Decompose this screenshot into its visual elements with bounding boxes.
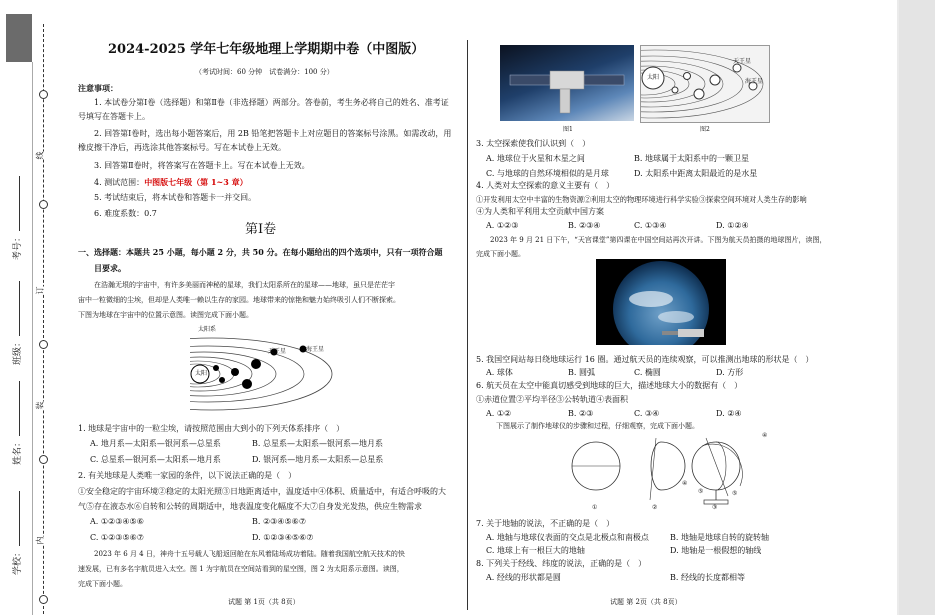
notice-item: 号填写在答题卡上。 — [78, 112, 150, 121]
figure-label: 太阳 — [647, 74, 660, 81]
option-d: D. 银河系—地月系—太阳系—总星系 — [252, 455, 384, 464]
diagram-label: 太阳 — [195, 370, 208, 377]
option-d: D. 太阳系中距离太阳最近的是水星 — [634, 169, 758, 178]
figure-label: ① — [592, 504, 598, 511]
binding-circle — [39, 200, 48, 209]
notice-item: 4. 测试范围：中图版七年级（第 1~3 章） — [94, 177, 248, 187]
question-stem: 4. 人类对太空探索的意义主要有（ ） — [476, 181, 615, 190]
page-footer: 试题 第 2页（共 8页） — [610, 598, 682, 606]
question-text: ④为人类和平利用太空贡献中国方案 — [476, 207, 604, 216]
figure-label: ② — [652, 504, 658, 511]
option-d: D. ①②④ — [716, 221, 749, 230]
notice-item: 2. 回答第Ⅰ卷时，选出每小题答案后，用 2B 铅笔把答题卡上对应题目的答案标号涂黑。如需改动，用 — [94, 129, 452, 138]
cut-mark: 装 — [35, 401, 45, 410]
option-d: D. 方形 — [716, 368, 744, 377]
notice-item: 5. 考试结束后，将本试卷和答题卡一并交回。 — [94, 193, 257, 202]
figure-label: ⑤ — [732, 490, 738, 497]
passage-text: 完成下面小题。 — [476, 250, 525, 258]
passage-text: 下图展示了制作地球仪的步骤和过程，仔细观察，完成下面小题。 — [496, 422, 699, 430]
test-range: 中图版七年级（第 1~3 章） — [144, 177, 248, 187]
binding-strip-dark — [6, 14, 32, 62]
question-text: ①安全稳定的宇宙环境②稳定的太阳光照③日地距离适中，温度适中④体积、质量适中，有适合呼吸的大 — [78, 487, 446, 496]
notice-item: 3. 回答第Ⅱ卷时，将答案写在答题卡上。写在本试卷上无效。 — [94, 161, 310, 170]
option-c: C. 与地球的自然环境相似的是月球 — [486, 169, 609, 178]
figure-label: ④ — [762, 432, 768, 439]
figure-label: ③ — [712, 504, 718, 511]
figure-caption: 图2 — [700, 126, 710, 133]
option-c: C. ①③④ — [634, 221, 667, 230]
field-exam-number: 考号： — [10, 176, 23, 260]
option-c: C. 椭圆 — [634, 368, 661, 377]
scrollbar[interactable] — [899, 0, 935, 615]
notice-item: 橡皮擦干净后，再选涂其他答案标号。写在本试卷上无效。 — [78, 143, 286, 152]
binding-circle — [39, 595, 48, 604]
question-stem: 1. 地球是宇宙中的一粒尘埃，请按照范围由大到小的下列天体系排序（ ） — [78, 424, 345, 433]
option-b: B. ②③④ — [568, 221, 601, 230]
option-c: C. ①②③⑤⑥⑦ — [90, 533, 144, 542]
section-instructions: 一、选择题：本题共 25 小题，每小题 2 分，共 50 分。在每小题给出的四个选项中，只有一项符合题 — [78, 247, 443, 257]
solar-system-diagram — [190, 324, 340, 412]
option-d: D. 地轴是一根假想的轴线 — [670, 546, 762, 555]
binding-dash-line — [43, 24, 44, 614]
diagram-label: 天王星 — [268, 348, 287, 355]
option-b: B. 地轴是地球自转的旋转轴 — [670, 533, 769, 542]
solar-system-figure — [640, 45, 770, 123]
notice-heading: 注意事项： — [78, 83, 118, 93]
passage-text: 完成下面小题。 — [78, 580, 127, 588]
option-a: A. ①② — [486, 409, 512, 418]
section-instructions: 目要求。 — [94, 263, 126, 273]
option-a: A. ①②③④⑤⑥ — [90, 517, 144, 526]
column-divider — [467, 40, 468, 610]
cut-mark: 线 — [35, 151, 45, 160]
question-text: 气⑤存在液态水⑥自转和公转的周期适中，地表温度变化幅度不大⑦自身发光发热，供应生物需求 — [78, 502, 422, 511]
passage-text: 在浩瀚无垠的宇宙中，有许多美丽而神秘的星球，我们太阳系所在的星球——地球，虽只是茫茫宇 — [94, 281, 395, 289]
question-text: ①赤道位置②平均半径③公转轨道④表面积 — [476, 395, 628, 404]
section-title: 第Ⅰ卷 — [245, 222, 277, 237]
question-stem: 2. 有关地球是人类唯一家园的条件，以下说法正确的是（ ） — [78, 471, 297, 480]
figure-label: ④ — [682, 480, 688, 487]
figure-caption: 图1 — [563, 126, 573, 133]
option-a: A. 球体 — [486, 368, 513, 377]
option-a: A. 经线的形状都是圆 — [486, 573, 561, 582]
option-d: D. ①②③④⑤⑥⑦ — [252, 533, 314, 542]
cut-mark: 订 — [35, 286, 45, 295]
figure-label: ⑤ — [698, 488, 704, 495]
option-b: B. ②③④⑤⑥⑦ — [252, 517, 306, 526]
option-a: A. 地轴与地球仪表面的交点是北极点和南极点 — [486, 533, 649, 542]
field-name: 姓名： — [10, 381, 23, 465]
figure-label: 海王星 — [745, 78, 764, 85]
earth-photo — [596, 259, 726, 345]
option-b: B. ②③ — [568, 409, 594, 418]
binding-circle — [39, 455, 48, 464]
option-c: C. 总星系—银河系—太阳系—地月系 — [90, 455, 221, 464]
page-title: 2024-2025 学年七年级地理上学期期中卷（中图版） — [108, 42, 425, 57]
question-stem: 3. 太空探索使我们认识到（ ） — [476, 139, 591, 148]
option-a: A. 地球位于火星和木星之间 — [486, 154, 585, 163]
notice-item: 6. 难度系数：0.7 — [94, 209, 157, 218]
diagram-title: 太阳系 — [198, 326, 217, 333]
question-text: ①开发利用太空中丰富的生物资源②利用太空的物理环境进行科学实验③探索空间环境对人类生存的影响 — [476, 195, 807, 204]
passage-text: 2023 年 6 月 4 日，神舟十五号载人飞船返回舱在东风着陆场成功着陆。随着我国航空航天技术的快 — [94, 550, 405, 558]
figure-label: 天王星 — [733, 58, 752, 65]
field-school: 学校： — [10, 491, 23, 575]
question-stem: 8. 下列关于经线、纬度的说法，正确的是（ ） — [476, 559, 647, 568]
question-stem: 5. 我国空间站每日绕地球运行 16 圈。通过航天员的连续观察，可以推测出地球的形状是（ ） — [476, 355, 814, 364]
passage-text: 速发展，已有多名宇航员进入太空。图 1 为宇航员在空间站看到的星空图，图 2 为太阳系示意图。读图， — [78, 565, 404, 573]
field-class: 班级： — [10, 281, 23, 365]
option-d: D. ②④ — [716, 409, 742, 418]
option-b: B. 总星系—太阳系—银河系—地月系 — [252, 439, 383, 448]
exam-info: （考试时间：60 分钟 试卷满分：100 分） — [195, 68, 334, 76]
option-c: C. 地球上有一根巨大的地轴 — [486, 546, 585, 555]
page-footer: 试题 第 1页（共 8页） — [228, 598, 300, 606]
option-b: B. 圆弧 — [568, 368, 595, 377]
notice-item: 1. 本试卷分第Ⅰ卷（选择题）和第Ⅱ卷（非选择题）两部分。答卷前，考生务必将自己的姓名、准考证 — [94, 98, 449, 107]
question-stem: 6. 航天员在太空中能真切感受到地球的巨大，描述地球大小的数据有（ ） — [476, 381, 743, 390]
passage-text: 宙中一粒微细的尘埃，但却是人类唯一赖以生存的家园。地球带来的惊艳和魅力始终吸引人们不断探索。 — [78, 296, 400, 304]
option-b: B. 地球属于太阳系中的一颗卫星 — [634, 154, 749, 163]
globe-steps-figure — [566, 430, 776, 514]
passage-text: 下图为地球在宇宙中的位置示意图。读图完成下面小题。 — [78, 311, 253, 319]
option-a: A. ①②③ — [486, 221, 519, 230]
option-c: C. ③④ — [634, 409, 660, 418]
cut-mark: 内 — [35, 536, 45, 545]
diagram-label: 海王星 — [306, 346, 325, 353]
binding-circle — [39, 90, 48, 99]
question-stem: 7. 关于地轴的说法，不正确的是（ ） — [476, 519, 615, 528]
binding-circle — [39, 340, 48, 349]
option-a: A. 地月系—太阳系—银河系—总星系 — [90, 439, 221, 448]
option-b: B. 经线的长度都相等 — [670, 573, 745, 582]
passage-text: 2023 年 9 月 21 日下午，“天宫课堂”第四课在中国空间站再次开讲。下图为航天员拍摄的地球图片，读图， — [490, 236, 827, 244]
space-station-photo — [500, 45, 634, 121]
